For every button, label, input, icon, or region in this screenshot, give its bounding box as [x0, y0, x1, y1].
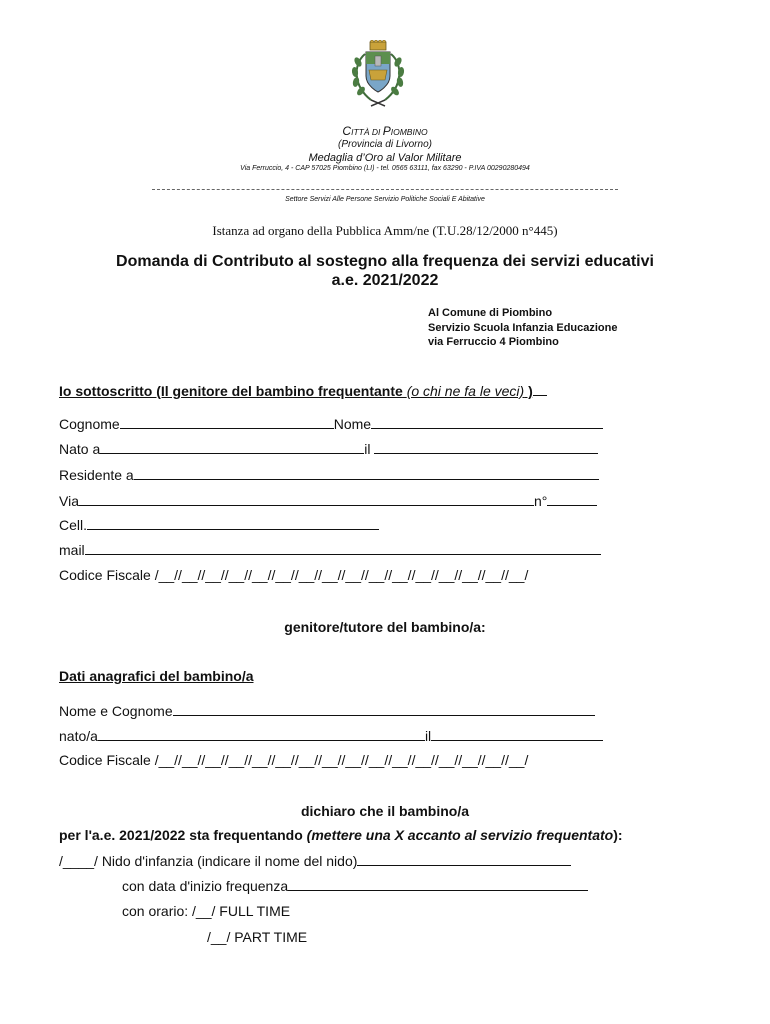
field-cognome-nome[interactable] [59, 416, 603, 434]
label-numero: n° [533, 493, 548, 509]
via-input-line[interactable] [79, 493, 534, 506]
label-nome: Nome [333, 416, 372, 432]
data-inizio-input-line[interactable] [288, 878, 588, 891]
option-nido[interactable] [59, 853, 571, 871]
label-child-nato: nato/a [59, 728, 98, 744]
il-input-line[interactable] [374, 441, 598, 454]
option-part-time[interactable]: /__/ PART TIME [207, 929, 308, 945]
document-title-line2: a.e. 2021/2022 [331, 272, 439, 289]
mail-input-line[interactable] [85, 542, 601, 555]
label-cell: Cell. [59, 517, 88, 533]
department-line: Settore Servizi Alle Persone Servizio Politiche Sociali E Abitative [285, 196, 485, 203]
declaration-heading: dichiaro che il bambino/a [300, 803, 470, 819]
province-line: (Provincia di Livorno) [338, 139, 432, 150]
applicant-heading: Io sottoscritto (Il genitore del bambino frequentante (o chi ne fa le veci) ) [59, 383, 547, 399]
header-divider [152, 189, 618, 190]
field-via[interactable] [59, 493, 597, 511]
nido-name-input-line[interactable] [357, 853, 571, 866]
label-via: Via [59, 493, 79, 509]
city-name: CITTÀ DI PIOMBINO [342, 124, 428, 138]
field-child-codice-fiscale[interactable]: Codice Fiscale /__//__//__//__//__//__//__//__//__//__//__//__//__//__//__//__/ [59, 752, 529, 768]
label-nido: /____/ Nido d'infanzia (indicare il nome del nido) [59, 853, 358, 869]
declaration-instruction: per l'a.e. 2021/2022 sta frequentando (mettere una X accanto al servizio frequentato): [59, 827, 623, 843]
label-child-il: il [424, 728, 432, 744]
recipient-line1: Al Comune di Piombino [428, 307, 553, 319]
label-cognome: Cognome [59, 416, 120, 432]
field-data-inizio[interactable] [122, 878, 588, 896]
child-il-input-line[interactable] [431, 728, 603, 741]
label-residente: Residente a [59, 467, 134, 483]
field-child-nato[interactable] [59, 728, 603, 746]
label-data-inizio: con data d'inizio frequenza [122, 878, 289, 894]
child-nome-cognome-input-line[interactable] [173, 703, 595, 716]
cognome-input-line[interactable] [120, 416, 334, 429]
field-nato-a[interactable] [59, 441, 598, 459]
address-line: Via Ferruccio, 4 - CAP 57025 Piombino (LI) - tel. 0565 63111, fax 63290 - P.IVA 00290280494 [240, 165, 530, 172]
child-nato-input-line[interactable] [98, 728, 425, 741]
child-data-heading: Dati anagrafici del bambino/a [59, 668, 254, 684]
field-codice-fiscale[interactable]: Codice Fiscale /__//__//__//__//__//__//__//__//__//__//__//__//__//__//__//__/ [59, 567, 529, 583]
field-child-nome-cognome[interactable] [59, 703, 595, 721]
document-title-line1: Domanda di Contributo al sostegno alla frequenza dei servizi educativi [116, 253, 654, 270]
field-residente[interactable] [59, 467, 599, 485]
field-mail[interactable] [59, 542, 601, 560]
numero-input-line[interactable] [547, 493, 597, 506]
label-nato-a: Nato a [59, 441, 101, 457]
label-mail: mail [59, 542, 85, 558]
recipient-line3: via Ferruccio 4 Piombino [428, 336, 559, 348]
istanza-line: Istanza ad organo della Pubblica Amm/ne (T.U.28/12/2000 n°445) [212, 223, 558, 238]
cell-input-line[interactable] [87, 517, 379, 530]
coat-of-arms-logo [345, 40, 411, 110]
option-full-time[interactable]: con orario: /__/ FULL TIME [122, 903, 291, 919]
medal-line: Medaglia d’Oro al Valor Militare [308, 152, 462, 164]
recipient-line2: Servizio Scuola Infanzia Educazione [428, 322, 618, 334]
nome-input-line[interactable] [371, 416, 603, 429]
label-child-nome-cognome: Nome e Cognome [59, 703, 173, 719]
field-cell[interactable] [59, 517, 379, 535]
nato-a-input-line[interactable] [100, 441, 364, 454]
residente-input-line[interactable] [134, 467, 599, 480]
genitore-tutore-label: genitore/tutore del bambino/a: [284, 619, 486, 635]
label-il: il [364, 441, 375, 457]
